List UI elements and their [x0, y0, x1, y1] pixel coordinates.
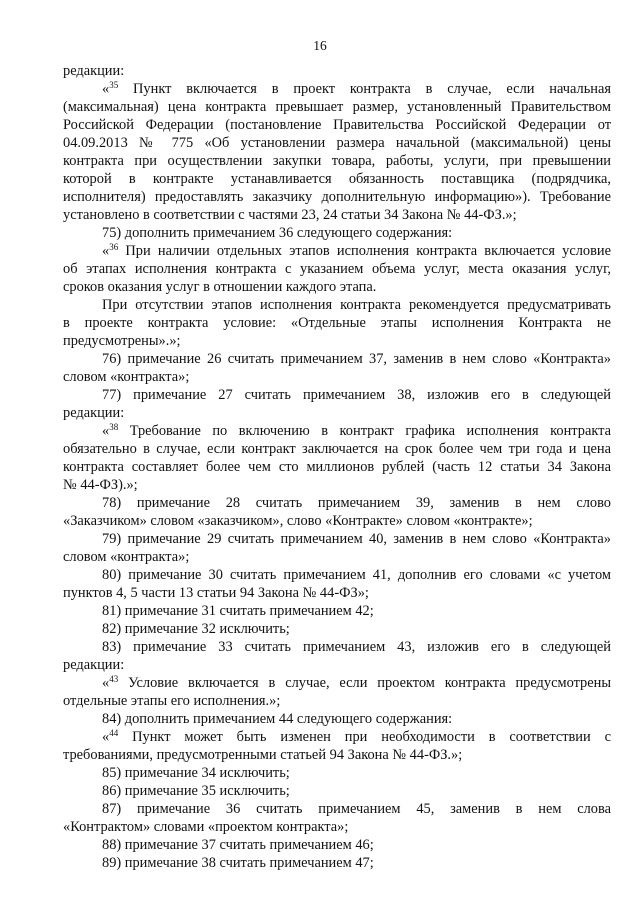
- amendment-80: 80) примечание 30 считать примечанием 41, дополнив его словами «с учетом: [102, 567, 611, 583]
- note-38-line: «$^{38}$ Требование по включению в контракт графика исполнения контракта: [102, 422, 611, 439]
- amendment-84: 84) дополнить примечанием 44 следующего содержания:: [102, 711, 453, 727]
- amendment-81: 81) примечание 31 считать примечанием 42;: [102, 603, 374, 619]
- text-line: редакции:: [63, 657, 125, 673]
- amendment-79: 79) примечание 29 считать примечанием 40, заменив в нем слово «Контракта»: [102, 531, 611, 547]
- text-line: редакции:: [63, 63, 125, 79]
- text-line: контракта составляет более чем сто миллионов рублей (часть 12 статьи 34 Закона: [63, 459, 611, 475]
- amendment-75: 75) дополнить примечанием 36 следующего содержания:: [102, 225, 453, 241]
- document-body: [63, 62, 611, 872]
- text-line: об этапах исполнения контракта с указанием объема услуг, места оказания услуг,: [63, 261, 611, 277]
- text-line: «Заказчиком» словом «заказчиком», слово «Контракте» словом «контракте»;: [63, 513, 533, 529]
- text-line: Российской Федерации (постановление Правительства Российской Федерации от: [63, 117, 611, 133]
- text-line: требованиями, предусмотренными статьей 94 Закона № 44-ФЗ.»;: [63, 747, 463, 763]
- text-line: которой в контракте устанавливается обязанность поставщика (подрядчика,: [63, 171, 611, 187]
- text-line: отдельные этапы его исполнения.»;: [63, 693, 281, 709]
- amendment-86: 86) примечание 35 исключить;: [102, 783, 290, 799]
- amendment-83: 83) примечание 33 считать примечанием 43, изложив его в следующей: [102, 639, 611, 655]
- text-line: словом «контракта»;: [63, 549, 190, 565]
- note-35-line: «$^{35}$ Пункт включается в проект контракта в случае, если начальная: [102, 80, 611, 97]
- text-line: При отсутствии этапов исполнения контракта рекомендуется предусматривать: [102, 297, 611, 313]
- text-line: редакции:: [63, 405, 125, 421]
- text-line: 04.09.2013 № 775 «Об установлении размера начальной (максимальной) цены: [63, 135, 611, 151]
- text-line: обязательно в случае, если контракт заключается на срок более чем три года и цена: [63, 441, 611, 457]
- text-line: установлено в соответствии с частями 23, 24 статьи 34 Закона № 44-ФЗ.»;: [63, 207, 517, 223]
- amendment-88: 88) примечание 37 считать примечанием 46;: [102, 837, 374, 853]
- note-44-line: «$^{44}$ Пункт может быть изменен при необходимости в соответствии с: [102, 728, 611, 745]
- text-line: пунктов 4, 5 части 13 статьи 94 Закона № 44-ФЗ»;: [63, 585, 369, 601]
- amendment-77: 77) примечание 27 считать примечанием 38, изложив его в следующей: [102, 387, 611, 403]
- note-superscript: 35: [109, 80, 119, 90]
- text-line: «Контрактом» словами «проектом контракта»;: [63, 819, 349, 835]
- text-line: словом «контракта»;: [63, 369, 190, 385]
- amendment-87: 87) примечание 36 считать примечанием 45, заменив в нем слова: [102, 801, 611, 817]
- note-superscript: 36: [109, 242, 119, 252]
- note-43-line: «$^{43}$ Условие включается в случае, если проектом контракта предусмотрены: [102, 674, 611, 691]
- text-line: № 44-ФЗ).»;: [63, 477, 138, 493]
- text-line: сроков оказания услуг в отношении каждого этапа.: [63, 279, 377, 295]
- page-number: 16: [313, 38, 327, 53]
- text-line: исполнителя) предоставлять заказчику дополнительную информацию»). Требование: [63, 189, 611, 205]
- note-superscript: 44: [109, 728, 119, 738]
- amendment-78: 78) примечание 28 считать примечанием 39, заменив в нем слово: [102, 495, 611, 511]
- text-line: (максимальная) цена контракта превышает размер, установленный Правительством: [63, 99, 611, 115]
- text-line: контракта при осуществлении закупки товара, работы, услуги, при превышении: [63, 153, 611, 169]
- note-36-line: «$^{36}$ При наличии отдельных этапов исполнения контракта включается условие: [102, 242, 611, 259]
- text-line: предусмотрены».»;: [63, 333, 181, 349]
- amendment-85: 85) примечание 34 исключить;: [102, 765, 290, 781]
- note-superscript: 38: [109, 422, 119, 432]
- amendment-82: 82) примечание 32 исключить;: [102, 621, 290, 637]
- text-line: в проекте контракта условие: «Отдельные этапы исполнения Контракта не: [63, 315, 611, 331]
- amendment-76: 76) примечание 26 считать примечанием 37, заменив в нем слово «Контракта»: [102, 351, 611, 367]
- amendment-89: 89) примечание 38 считать примечанием 47;: [102, 855, 374, 871]
- note-superscript: 43: [109, 674, 119, 684]
